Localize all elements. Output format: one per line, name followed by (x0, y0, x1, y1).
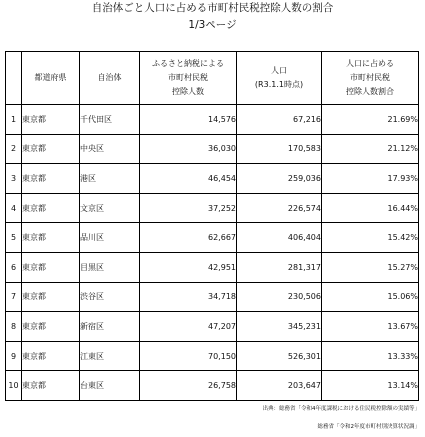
header-prefecture: 都道府県 (22, 52, 80, 105)
rank-cell: 4 (6, 193, 22, 223)
prefecture-cell: 東京都 (22, 164, 80, 194)
prefecture-cell: 東京都 (22, 341, 80, 371)
deduction-cell: 26,758 (140, 371, 237, 401)
data-table (5, 51, 419, 401)
table-row (6, 341, 419, 371)
municipality-cell: 港区 (80, 164, 140, 194)
population-cell: 526,301 (237, 341, 322, 371)
rank-cell: 7 (6, 282, 22, 312)
municipality-cell: 中央区 (80, 134, 140, 164)
page-title: 自治体ごと人口に占める市町村民税控除人数の割合 (91, 2, 334, 14)
prefecture-cell: 東京都 (22, 252, 80, 282)
deduction-cell: 14,576 (140, 105, 237, 135)
table-row (6, 223, 419, 253)
municipality-cell: 新宿区 (80, 312, 140, 342)
ratio-cell: 13.14% (322, 371, 419, 401)
prefecture-cell: 東京都 (22, 193, 80, 223)
prefecture-cell: 東京都 (22, 371, 80, 401)
source-note: 出典：総務省「令和4年度課税における住民税控除額の実績等」 (262, 406, 420, 412)
rank-cell: 1 (6, 105, 22, 135)
table-row (6, 105, 419, 135)
table-row (6, 134, 419, 164)
ratio-cell: 15.42% (322, 223, 419, 253)
header-population-line: 人口 (271, 66, 287, 75)
ratio-cell: 13.33% (322, 341, 419, 371)
deduction-cell: 42,951 (140, 252, 237, 282)
table-row (6, 282, 419, 312)
header-furusato-deduction (140, 52, 237, 105)
deduction-cell: 37,252 (140, 193, 237, 223)
municipality-cell: 渋谷区 (80, 282, 140, 312)
prefecture-cell: 東京都 (22, 105, 80, 135)
rank-cell: 5 (6, 223, 22, 253)
ratio-cell: 13.67% (322, 312, 419, 342)
header-ratio-line: 市町村民税 (350, 73, 390, 82)
header-population (237, 52, 322, 105)
prefecture-cell: 東京都 (22, 282, 80, 312)
header-ratio-line: 控除人数割合 (346, 87, 394, 96)
header-furusato-line: ふるさと納税による (152, 59, 224, 68)
deduction-cell: 36,030 (140, 134, 237, 164)
header-furusato-line: 市町村民税 (168, 73, 208, 82)
population-cell: 345,231 (237, 312, 322, 342)
municipality-cell: 千代田区 (80, 105, 140, 135)
rank-cell: 9 (6, 341, 22, 371)
table-row (6, 371, 419, 401)
population-cell: 406,404 (237, 223, 322, 253)
population-cell: 259,036 (237, 164, 322, 194)
rank-cell: 8 (6, 312, 22, 342)
header-furusato-line: 控除人数 (172, 87, 204, 96)
municipality-cell: 江東区 (80, 341, 140, 371)
prefecture-cell: 東京都 (22, 223, 80, 253)
deduction-cell: 47,207 (140, 312, 237, 342)
rank-cell: 10 (6, 371, 22, 401)
table-header-row (6, 52, 419, 105)
header-ratio-line: 人口に占める (346, 59, 394, 68)
ratio-cell: 15.06% (322, 282, 419, 312)
header-ratio (322, 52, 419, 105)
population-cell: 67,216 (237, 105, 322, 135)
population-cell: 170,583 (237, 134, 322, 164)
ratio-cell: 16.44% (322, 193, 419, 223)
rank-cell: 2 (6, 134, 22, 164)
population-cell: 230,506 (237, 282, 322, 312)
deduction-cell: 62,667 (140, 223, 237, 253)
header-population-line: (R3.1.1時点) (254, 80, 304, 89)
rank-cell: 3 (6, 164, 22, 194)
ratio-cell: 21.69% (322, 105, 419, 135)
prefecture-cell: 東京都 (22, 134, 80, 164)
table-row (6, 312, 419, 342)
ratio-cell: 21.12% (322, 134, 419, 164)
header-number (6, 52, 22, 105)
population-cell: 281,317 (237, 252, 322, 282)
table-row (6, 164, 419, 194)
source-note: 総務省「令和2年度市町村別決算状況調」 (317, 424, 420, 430)
municipality-cell: 品川区 (80, 223, 140, 253)
ratio-cell: 17.93% (322, 164, 419, 194)
rank-cell: 6 (6, 252, 22, 282)
municipality-cell: 台東区 (80, 371, 140, 401)
page-indicator: 1/3ページ (188, 19, 237, 31)
table-row (6, 193, 419, 223)
population-cell: 226,574 (237, 193, 322, 223)
population-cell: 203,647 (237, 371, 322, 401)
table-row (6, 252, 419, 282)
header-municipality: 自治体 (80, 52, 140, 105)
prefecture-cell: 東京都 (22, 312, 80, 342)
ratio-cell: 15.27% (322, 252, 419, 282)
municipality-cell: 目黒区 (80, 252, 140, 282)
deduction-cell: 46,454 (140, 164, 237, 194)
deduction-cell: 34,718 (140, 282, 237, 312)
municipality-cell: 文京区 (80, 193, 140, 223)
deduction-cell: 70,150 (140, 341, 237, 371)
